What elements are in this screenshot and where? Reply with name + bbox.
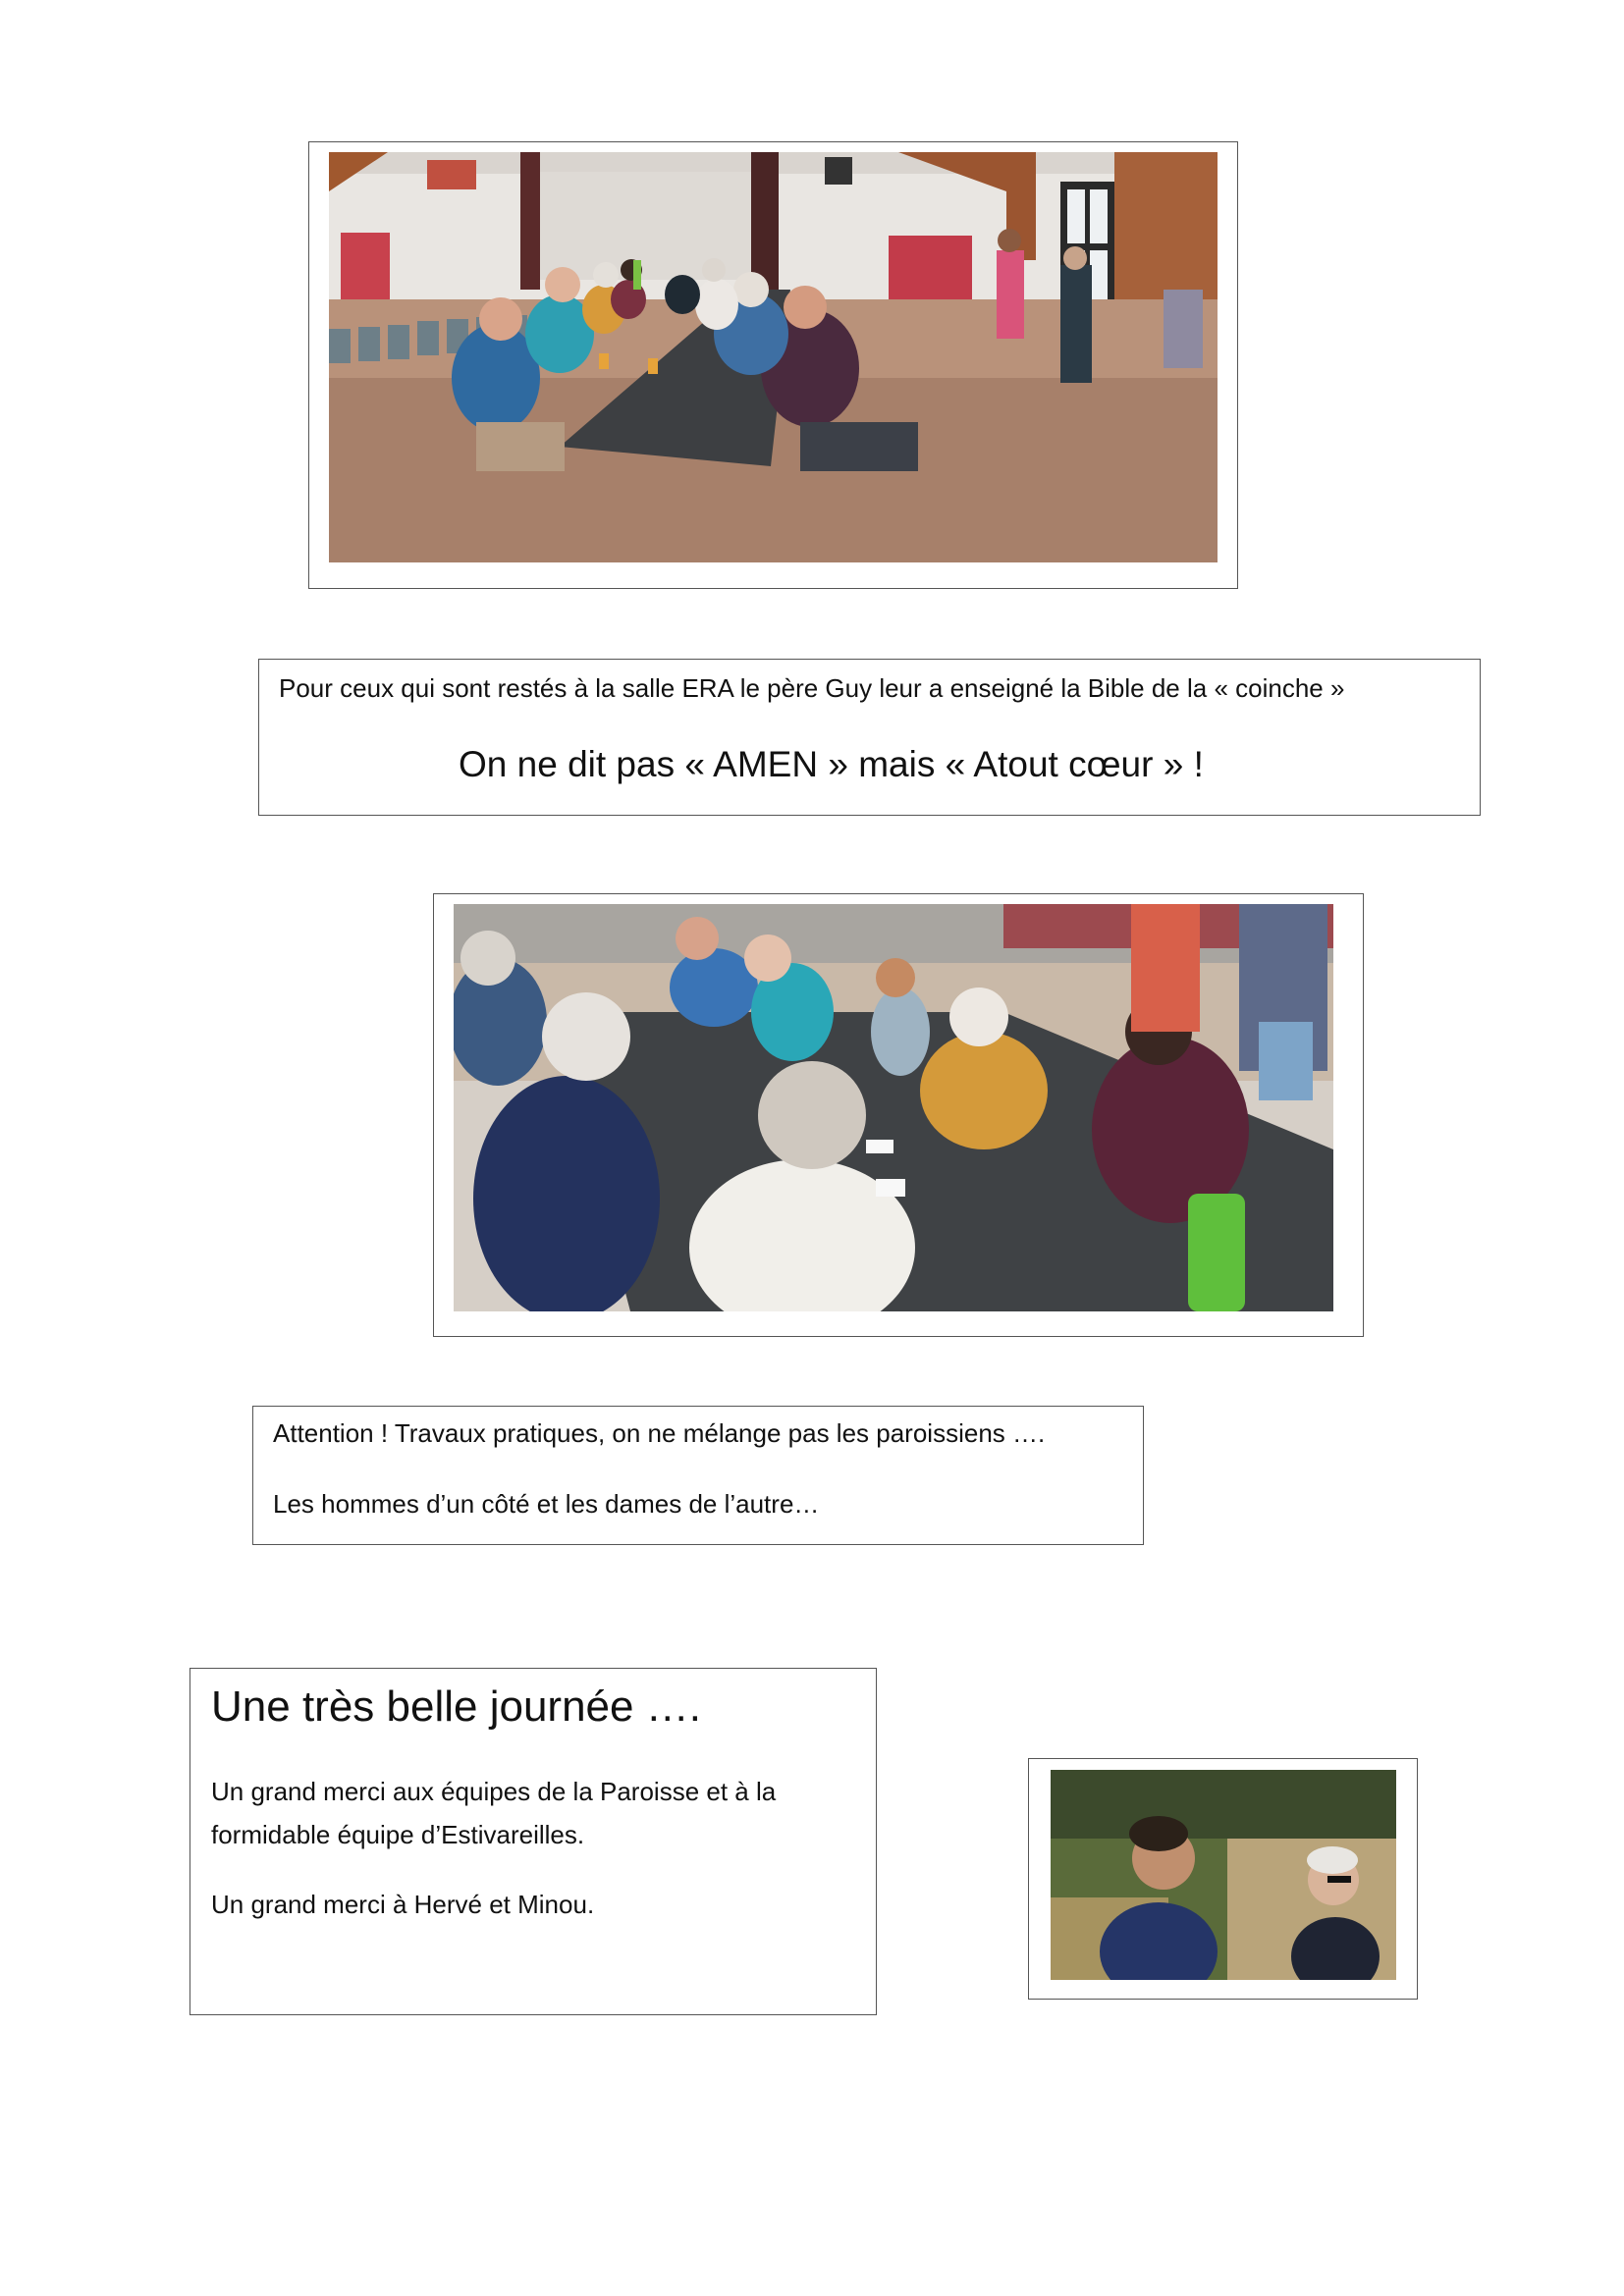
caption-attention-line2: Les hommes d’un côté et les dames de l’autre… <box>273 1489 820 1519</box>
photo-walkers-outdoor <box>1051 1770 1396 1980</box>
closing-para1-line2: formidable équipe d’Estivareilles. <box>211 1820 585 1849</box>
caption-coinche-line2: On ne dit pas « AMEN » mais « Atout cœur » ! <box>459 744 1204 784</box>
closing-para1-line1: Un grand merci aux équipes de la Paroisse et à la <box>211 1777 777 1806</box>
caption-box-attention <box>252 1406 1144 1545</box>
photo-card-room-hall <box>329 152 1218 562</box>
photo-card-table-closeup <box>454 904 1333 1311</box>
caption-box-coinche <box>258 659 1481 816</box>
closing-heading: Une très belle journée …. <box>211 1682 701 1731</box>
walkers-scene <box>1051 1770 1396 1980</box>
table-scene <box>454 904 1333 1311</box>
closing-box <box>189 1668 877 2015</box>
closing-para2: Un grand merci à Hervé et Minou. <box>211 1890 595 1919</box>
caption-coinche-line1: Pour ceux qui sont restés à la salle ERA le père Guy leur a enseigné la Bible de la « coinche » <box>279 673 1345 703</box>
hall-scene <box>329 152 1218 562</box>
caption-attention-line1: Attention ! Travaux pratiques, on ne mélange pas les paroissiens …. <box>273 1418 1046 1448</box>
